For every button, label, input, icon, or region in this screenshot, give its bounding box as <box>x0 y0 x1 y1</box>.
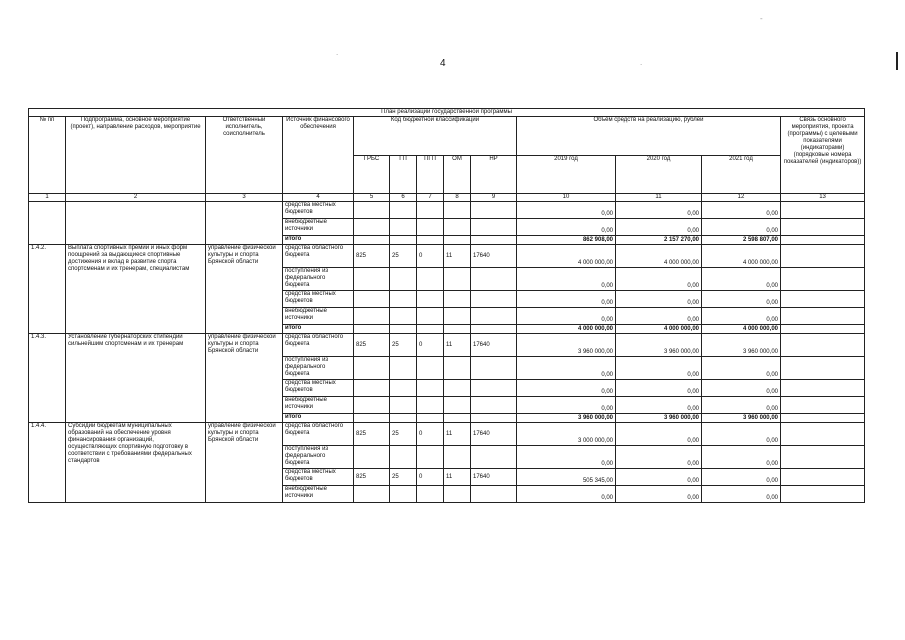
header-year-2020: 2020 год <box>616 155 702 194</box>
code-nr <box>471 486 517 503</box>
item-number: 1.4.3. <box>29 334 66 423</box>
header-row-1 <box>29 117 865 156</box>
code-grbs <box>354 486 390 503</box>
amount-2019: 4 000 000,00 <box>517 245 616 268</box>
amount-2020: 0,00 <box>616 380 702 397</box>
code-gp <box>390 268 417 291</box>
item-name: Субсидии бюджетам муниципальных образований на обеспечение уровня финансирования организаций, осуществляющих спортивную подготовку в соответствии с требованиями федеральных стандартов <box>66 423 206 503</box>
item-number: 1.4.4. <box>29 423 66 503</box>
code-nr: 17640 <box>471 245 517 268</box>
code-grbs <box>354 325 390 334</box>
code-pgp <box>417 291 444 308</box>
code-nr <box>471 380 517 397</box>
source-cell: внебюджетные источники <box>283 308 354 325</box>
indicator-link-cell <box>781 245 865 268</box>
amount-2020: 0,00 <box>616 291 702 308</box>
code-cell <box>390 236 417 245</box>
code-gp <box>390 308 417 325</box>
code-pgp: 0 <box>417 423 444 446</box>
code-pgp <box>417 325 444 334</box>
amount-2020: 0,00 <box>616 357 702 380</box>
amount-2021: 3 960 000,00 <box>702 334 781 357</box>
code-nr: 17640 <box>471 423 517 446</box>
amount-2019: 0,00 <box>517 308 616 325</box>
code-om <box>444 268 471 291</box>
column-index: 11 <box>616 194 702 202</box>
code-grbs <box>354 291 390 308</box>
code-pgp <box>417 486 444 503</box>
code-gp <box>390 357 417 380</box>
code-pgp <box>417 268 444 291</box>
code-gp <box>390 414 417 423</box>
indicator-link-cell <box>781 397 865 414</box>
code-cell <box>354 219 390 236</box>
indicator-link-cell <box>781 469 865 486</box>
indicator-link-cell <box>781 236 865 245</box>
code-gp <box>390 446 417 469</box>
code-om <box>444 414 471 423</box>
column-index: 1 <box>29 194 66 202</box>
amount-2019: 505 345,00 <box>517 469 616 486</box>
code-gp <box>390 397 417 414</box>
code-cell <box>417 236 444 245</box>
indicator-link-cell <box>781 219 865 236</box>
code-cell <box>471 219 517 236</box>
code-gp: 25 <box>390 334 417 357</box>
amount-2020: 0,00 <box>616 308 702 325</box>
code-cell <box>471 202 517 219</box>
indicator-link-cell <box>781 414 865 423</box>
code-nr: 17640 <box>471 334 517 357</box>
code-gp: 25 <box>390 245 417 268</box>
source-cell: внебюджетные источники <box>283 219 354 236</box>
code-om <box>444 446 471 469</box>
header-nr: НР <box>471 155 517 194</box>
column-index: 12 <box>702 194 781 202</box>
code-grbs <box>354 380 390 397</box>
code-pgp <box>417 308 444 325</box>
header-no: № пп <box>29 117 66 194</box>
code-gp <box>390 380 417 397</box>
page-number: 4 <box>440 58 446 69</box>
scan-mark: - <box>760 14 763 23</box>
source-cell: средства областного бюджета <box>283 334 354 357</box>
amount-2019: 862 908,00 <box>517 236 616 245</box>
indicator-link-cell <box>781 268 865 291</box>
code-grbs <box>354 308 390 325</box>
table-row <box>29 202 865 219</box>
amount-2021: 0,00 <box>702 486 781 503</box>
plan-title: План реализации государственной программы <box>29 109 865 117</box>
source-cell: средства местных бюджетов <box>283 202 354 219</box>
code-om <box>444 486 471 503</box>
amount-2019: 3 960 000,00 <box>517 334 616 357</box>
code-grbs: 825 <box>354 245 390 268</box>
column-index: 2 <box>66 194 206 202</box>
amount-2021: 0,00 <box>702 423 781 446</box>
code-pgp: 0 <box>417 334 444 357</box>
indicator-link-cell <box>781 334 865 357</box>
amount-2019: 0,00 <box>517 486 616 503</box>
table-row <box>29 423 865 446</box>
source-cell: итого <box>283 414 354 423</box>
amount-2020: 3 960 000,00 <box>616 334 702 357</box>
source-cell: средства местных бюджетов <box>283 469 354 486</box>
column-index: 10 <box>517 194 616 202</box>
amount-2020: 0,00 <box>616 469 702 486</box>
code-nr: 17640 <box>471 469 517 486</box>
code-pgp <box>417 357 444 380</box>
indicator-link-cell <box>781 423 865 446</box>
code-cell <box>417 202 444 219</box>
header-gp: ГП <box>390 155 417 194</box>
code-grbs: 825 <box>354 334 390 357</box>
code-om: 11 <box>444 423 471 446</box>
amount-2019: 0,00 <box>517 380 616 397</box>
code-grbs: 825 <box>354 423 390 446</box>
code-grbs <box>354 268 390 291</box>
code-om: 11 <box>444 334 471 357</box>
code-pgp <box>417 397 444 414</box>
code-om <box>444 308 471 325</box>
source-cell: средства местных бюджетов <box>283 291 354 308</box>
code-cell <box>444 236 471 245</box>
amount-2020: 0,00 <box>616 446 702 469</box>
amount-2019: 3 000 000,00 <box>517 423 616 446</box>
code-cell <box>390 219 417 236</box>
amount-2019: 0,00 <box>517 357 616 380</box>
indicator-link-cell <box>781 291 865 308</box>
code-pgp <box>417 446 444 469</box>
amount-2020: 0,00 <box>616 397 702 414</box>
code-gp <box>390 325 417 334</box>
item-responsible: управление физической культуры и спорта Брянской области <box>206 245 283 334</box>
amount-2020: 3 960 000,00 <box>616 414 702 423</box>
source-cell: средства местных бюджетов <box>283 380 354 397</box>
table-title-row <box>29 109 865 117</box>
code-gp <box>390 291 417 308</box>
plan-sheet <box>28 108 864 503</box>
source-cell: поступления из федерального бюджета <box>283 357 354 380</box>
code-pgp <box>417 414 444 423</box>
amount-2019: 0,00 <box>517 268 616 291</box>
code-gp <box>390 486 417 503</box>
header-indicator-link: Связь основного мероприятия, проекта (программы) с целевыми показателями (индикаторами) (порядковые номера показателей (индикаторов)) <box>781 117 865 194</box>
item-name: Выплата спортивных премий и иных форм поощрений за выдающиеся спортивные достижения и вклад в развитие спорта спортсменам и их тренерам, специалистам <box>66 245 206 334</box>
code-cell <box>390 202 417 219</box>
source-cell: внебюджетные источники <box>283 397 354 414</box>
amount-2020: 4 000 000,00 <box>616 245 702 268</box>
implementation-plan-table <box>28 108 865 503</box>
code-nr <box>471 291 517 308</box>
column-index: 6 <box>390 194 417 202</box>
scan-mark: . <box>336 48 339 57</box>
indicator-link-cell <box>781 325 865 334</box>
code-om <box>444 291 471 308</box>
amount-2021: 0,00 <box>702 219 781 236</box>
amount-2020: 0,00 <box>616 202 702 219</box>
amount-2019: 4 000 000,00 <box>517 325 616 334</box>
source-cell: поступления из федерального бюджета <box>283 446 354 469</box>
code-om <box>444 397 471 414</box>
column-index: 3 <box>206 194 283 202</box>
code-nr <box>471 308 517 325</box>
code-nr <box>471 397 517 414</box>
header-source: Источник финансового обеспечения <box>283 117 354 194</box>
code-nr <box>471 268 517 291</box>
amount-2021: 0,00 <box>702 469 781 486</box>
column-index: 13 <box>781 194 865 202</box>
indicator-link-cell <box>781 380 865 397</box>
column-index: 8 <box>444 194 471 202</box>
header-budget-code: Код бюджетной классификации <box>354 117 517 156</box>
amount-2021: 3 960 000,00 <box>702 414 781 423</box>
responsible-cell <box>206 202 283 245</box>
indicator-link-cell <box>781 202 865 219</box>
name-cell <box>66 202 206 245</box>
header-year-2019: 2019 год <box>517 155 616 194</box>
amount-2020: 0,00 <box>616 268 702 291</box>
amount-2019: 0,00 <box>517 397 616 414</box>
code-pgp: 0 <box>417 245 444 268</box>
amount-2019: 0,00 <box>517 219 616 236</box>
code-om: 11 <box>444 245 471 268</box>
amount-2021: 0,00 <box>702 397 781 414</box>
amount-2021: 0,00 <box>702 308 781 325</box>
header-subprogram: Подпрограмма, основное мероприятие (проект), направление расходов, мероприятие <box>66 117 206 194</box>
column-index-row <box>29 194 865 202</box>
source-cell: внебюджетные источники <box>283 486 354 503</box>
item-name: Установление губернаторских стипендий сильнейшим спортсменам и их тренерам <box>66 334 206 423</box>
code-cell <box>354 236 390 245</box>
code-nr <box>471 446 517 469</box>
source-cell: средства областного бюджета <box>283 423 354 446</box>
amount-2021: 0,00 <box>702 357 781 380</box>
header-grbs: ГРБС <box>354 155 390 194</box>
scan-mark: . <box>640 58 643 67</box>
code-om: 11 <box>444 469 471 486</box>
header-responsible: Ответственный исполнитель, соисполнитель <box>206 117 283 194</box>
header-pgp: ПГП <box>417 155 444 194</box>
code-grbs <box>354 446 390 469</box>
code-grbs <box>354 414 390 423</box>
amount-2019: 0,00 <box>517 446 616 469</box>
column-index: 4 <box>283 194 354 202</box>
no-cell <box>29 202 66 245</box>
code-cell <box>471 236 517 245</box>
indicator-link-cell <box>781 357 865 380</box>
column-index: 5 <box>354 194 390 202</box>
amount-2019: 0,00 <box>517 291 616 308</box>
amount-2020: 0,00 <box>616 486 702 503</box>
code-cell <box>417 219 444 236</box>
item-responsible: управление физической культуры и спорта Брянской области <box>206 423 283 503</box>
code-grbs <box>354 357 390 380</box>
code-gp: 25 <box>390 423 417 446</box>
table-row <box>29 334 865 357</box>
amount-2020: 2 157 270,00 <box>616 236 702 245</box>
code-grbs: 825 <box>354 469 390 486</box>
amount-2021: 0,00 <box>702 446 781 469</box>
code-cell <box>444 219 471 236</box>
amount-2020: 0,00 <box>616 219 702 236</box>
code-grbs <box>354 397 390 414</box>
code-om <box>444 325 471 334</box>
header-year-2021: 2021 год <box>702 155 781 194</box>
amount-2019: 3 960 000,00 <box>517 414 616 423</box>
code-om <box>444 357 471 380</box>
amount-2021: 0,00 <box>702 291 781 308</box>
amount-2021: 0,00 <box>702 380 781 397</box>
code-cell <box>354 202 390 219</box>
indicator-link-cell <box>781 446 865 469</box>
item-number: 1.4.2. <box>29 245 66 334</box>
table-row <box>29 245 865 268</box>
code-gp: 25 <box>390 469 417 486</box>
amount-2021: 4 000 000,00 <box>702 245 781 268</box>
code-pgp <box>417 380 444 397</box>
source-cell: поступления из федерального бюджета <box>283 268 354 291</box>
indicator-link-cell <box>781 486 865 503</box>
code-nr <box>471 414 517 423</box>
code-om <box>444 380 471 397</box>
amount-2021: 0,00 <box>702 268 781 291</box>
amount-2020: 4 000 000,00 <box>616 325 702 334</box>
amount-2021: 2 598 807,00 <box>702 236 781 245</box>
column-index: 7 <box>417 194 444 202</box>
code-cell <box>444 202 471 219</box>
code-nr <box>471 357 517 380</box>
code-nr <box>471 325 517 334</box>
source-cell: итого <box>283 325 354 334</box>
amount-2020: 0,00 <box>616 423 702 446</box>
amount-2019: 0,00 <box>517 202 616 219</box>
header-om: ОМ <box>444 155 471 194</box>
indicator-link-cell <box>781 308 865 325</box>
amount-2021: 4 000 000,00 <box>702 325 781 334</box>
item-responsible: управление физической культуры и спорта Брянской области <box>206 334 283 423</box>
column-index: 9 <box>471 194 517 202</box>
source-cell: средства областного бюджета <box>283 245 354 268</box>
header-funds: Объём средств на реализацию, рублей <box>517 117 781 156</box>
source-cell: итого <box>283 236 354 245</box>
code-pgp: 0 <box>417 469 444 486</box>
scan-edge-mark <box>896 52 898 70</box>
amount-2021: 0,00 <box>702 202 781 219</box>
